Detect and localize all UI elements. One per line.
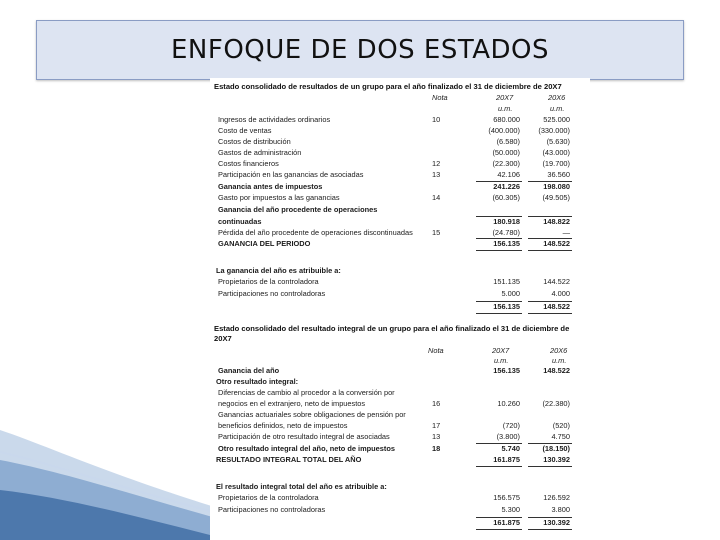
table-row: continuadas 180.918 148.822 bbox=[218, 217, 570, 226]
table-row: beneficios definidos, neto de impuestos 17 (720) (520) bbox=[218, 421, 570, 430]
slide-title-bar bbox=[36, 20, 684, 80]
statement2-col-year1: 20X7 bbox=[492, 346, 510, 355]
table-row: RESULTADO INTEGRAL TOTAL DEL AÑO 161.875 130.392 bbox=[216, 455, 570, 464]
table-row: Otro resultado integral del año, neto de impuestos 18 5.740 (18.150) bbox=[218, 444, 570, 453]
statement2-col-year2: 20X6 bbox=[550, 346, 568, 355]
statement2-title-line1: Estado consolidado del resultado integral de un grupo para el año finalizado el 31 de diciembre de bbox=[214, 324, 570, 333]
total-rule bbox=[528, 466, 572, 467]
statement1-title: Estado consolidado de resultados de un grupo para el año finalizado el 31 de diciembre de 20X7 bbox=[214, 82, 562, 91]
financial-statement-image bbox=[210, 78, 590, 540]
total-rule bbox=[476, 529, 522, 530]
statement1-unit1: u.m. bbox=[498, 104, 513, 113]
table-row: Ganancia del año 156.135 148.522 bbox=[218, 366, 570, 375]
table-row: Participación en las ganancias de asociadas 13 42.106 36.560 bbox=[218, 170, 570, 179]
total-rule bbox=[528, 250, 572, 251]
table-row: Ingresos de actividades ordinarios 10 680.000 525.000 bbox=[218, 115, 570, 124]
attrib-title: La ganancia del año es atribuible a: bbox=[216, 266, 341, 275]
table-row: Ganancias actuariales sobre obligaciones de pensión por bbox=[218, 410, 406, 419]
table-row: Propietarios de la controladora 156.575 126.592 bbox=[218, 493, 570, 502]
table-row: Costo de ventas (400.000) (330.000) bbox=[218, 126, 570, 135]
table-row: 161.875 130.392 bbox=[493, 518, 570, 527]
total-rule bbox=[528, 313, 572, 314]
slide-title: ENFOQUE DE DOS ESTADOS bbox=[170, 35, 550, 65]
table-row: Gastos de administración (50.000) (43.000) bbox=[218, 148, 570, 157]
table-row: negocios en el extranjero, neto de impuestos 16 10.260 (22.380) bbox=[218, 399, 570, 408]
table-row: Costos de distribución (6.580) (5.630) bbox=[218, 137, 570, 146]
statement1-unit2: u.m. bbox=[550, 104, 565, 113]
table-row: Participaciones no controladoras 5.300 3.800 bbox=[218, 505, 570, 514]
statement1-col-year2: 20X6 bbox=[548, 93, 566, 102]
attrib-title: El resultado integral total del año es atribuible a: bbox=[216, 482, 387, 491]
statement1-col-year1: 20X7 bbox=[496, 93, 514, 102]
total-rule bbox=[476, 313, 522, 314]
statement2-unit1: u.m. bbox=[494, 356, 509, 365]
total-rule bbox=[528, 529, 572, 530]
statement1-col-note: Nota bbox=[432, 93, 448, 102]
total-rule bbox=[476, 466, 522, 467]
table-row: Pérdida del año procedente de operaciones discontinuadas 15 (24.780) — bbox=[218, 228, 570, 237]
table-row: Participaciones no controladoras 5.000 4.000 bbox=[218, 289, 570, 298]
statement2-title-line2: 20X7 bbox=[214, 334, 232, 343]
table-row: GANANCIA DEL PERIODO 156.135 148.522 bbox=[218, 239, 570, 248]
statement2-col-note: Nota bbox=[428, 346, 444, 355]
table-row: Propietarios de la controladora 151.135 144.522 bbox=[218, 277, 570, 286]
table-row: Gasto por impuestos a las ganancias 14 (60.305) (49.505) bbox=[218, 193, 570, 202]
table-row: Ganancia antes de impuestos 241.226 198.080 bbox=[218, 182, 570, 191]
table-row: Otro resultado integral: bbox=[216, 377, 299, 386]
table-row: Participación de otro resultado integral de asociadas 13 (3.800) 4.750 bbox=[218, 432, 570, 441]
table-row: Costos financieros 12 (22.300) (19.700) bbox=[218, 159, 570, 168]
table-row: 156.135 148.522 bbox=[493, 302, 570, 311]
statement2-unit2: u.m. bbox=[552, 356, 567, 365]
table-row: Ganancia del año procedente de operaciones bbox=[218, 205, 378, 214]
total-rule bbox=[476, 250, 522, 251]
table-row: Diferencias de cambio al procedor a la conversión por bbox=[218, 388, 395, 397]
